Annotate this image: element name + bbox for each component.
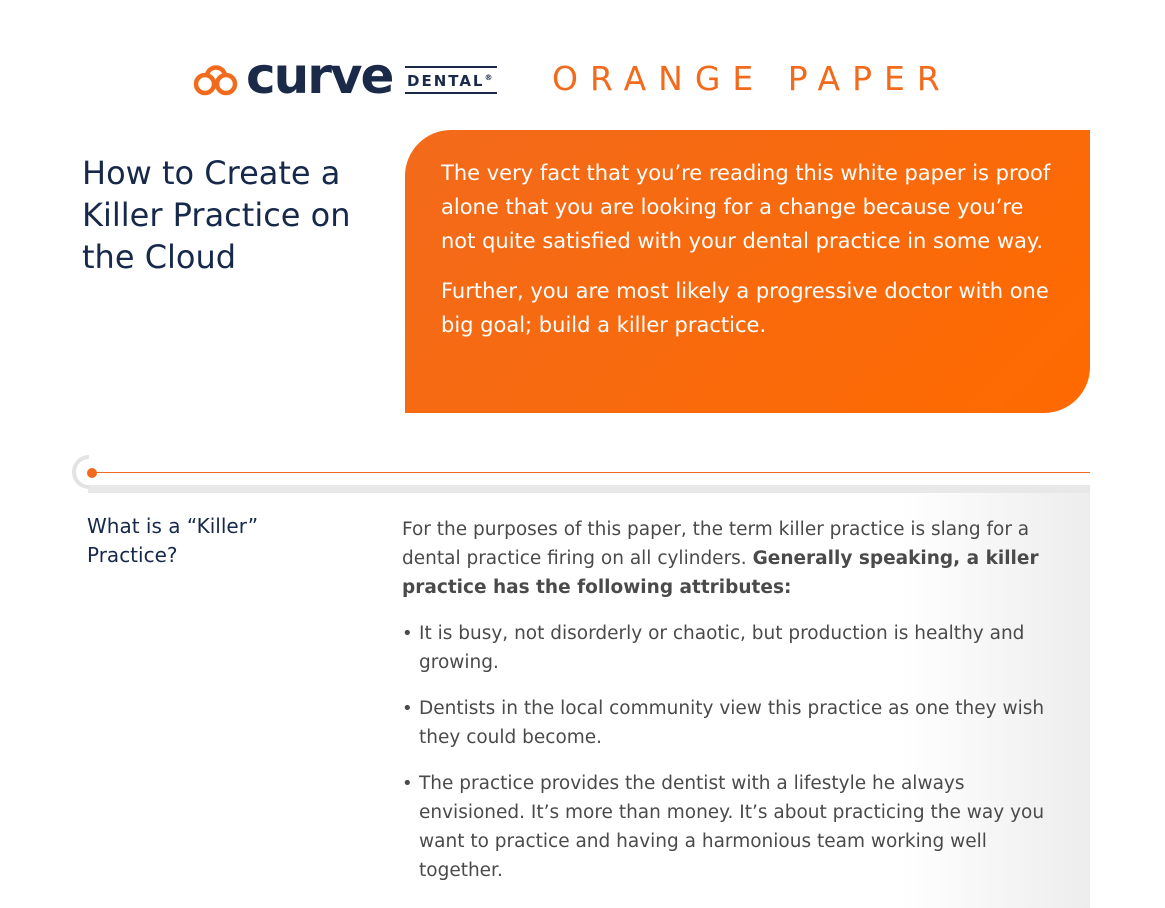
list-item-text: It is busy, not disorderly or chaotic, but production is healthy and growing. [419, 623, 1025, 673]
list-item [402, 769, 1062, 885]
section-lead-text: For the purposes of this paper, the term killer practice is slang for a dental practice firing on all cylinders. [402, 519, 1030, 569]
section-divider [72, 455, 1090, 495]
intro-panel [405, 130, 1090, 413]
list-item-text: The practice provides the dentist with a lifestyle he always envisioned. It’s more than money. It’s about practicing the way you want to practice and having a harmonious team working well together. [419, 773, 1045, 881]
divider-dot-icon [87, 468, 97, 478]
brand-suffix [405, 66, 497, 94]
page-header [190, 47, 990, 110]
divider-shadow [88, 485, 1090, 493]
section-body [402, 515, 1062, 902]
section-lead-bold: Generally speaking, a killer practice has the following attributes: [402, 548, 1039, 598]
document-type-label: ORANGE PAPER [552, 59, 952, 98]
attribute-list [402, 619, 1062, 885]
list-item [402, 619, 1062, 677]
registered-mark: ® [484, 73, 495, 82]
page-title: How to Create a Killer Practice on the Cloud [82, 154, 351, 276]
bullet-icon: • [402, 698, 413, 719]
curve-logo-icon [193, 60, 241, 98]
divider-line [96, 472, 1090, 473]
list-item [402, 694, 1062, 752]
list-item-text: Dentists in the local community view this practice as one they wish they could become. [419, 698, 1045, 748]
section-lead [402, 515, 1062, 602]
bullet-icon: • [402, 773, 413, 794]
intro-paragraph-1: The very fact that you’re reading this white paper is proof alone that you are looking for a change because you’re not quite satisfied with your dental practice in some way. [441, 161, 1051, 253]
section-heading: What is a “Killer” Practice? [87, 514, 259, 567]
brand-suffix-text: DENTAL [407, 72, 485, 90]
brand-wordmark: curve [246, 47, 393, 105]
bullet-icon: • [402, 623, 413, 644]
intro-paragraph-2: Further, you are most likely a progressive doctor with one big goal; build a killer practice. [441, 279, 1049, 337]
